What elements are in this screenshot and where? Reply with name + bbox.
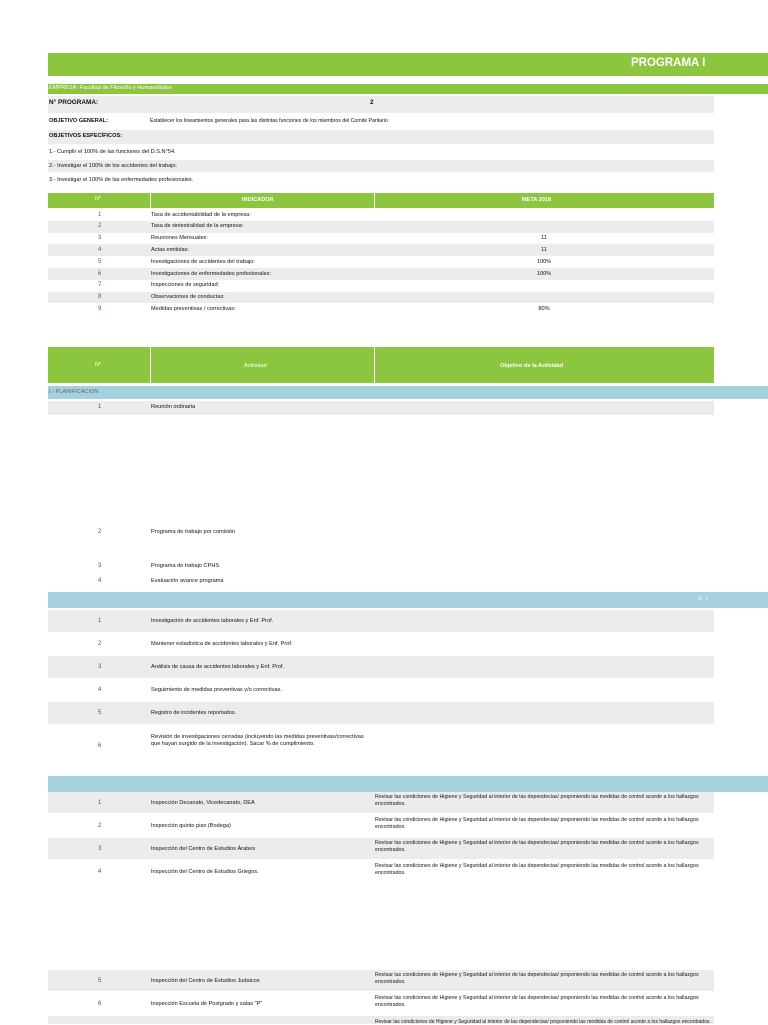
indicator-num: 8 bbox=[98, 294, 102, 301]
activity-objective: Revisar las condiciones de Higiene y Seguridad al interior de las dependecias/ proponiendo las medidas de control acorde a los hallazgos encontrados. bbox=[375, 972, 699, 985]
objetivo-general-value: Establecer los lineamientos generales para las distintas funciones de los miembros del Comité Paritario bbox=[150, 118, 388, 124]
table-row-bg bbox=[48, 268, 714, 280]
table-row-bg bbox=[48, 401, 714, 415]
activity-name: Registro de incidentes reportados. bbox=[151, 710, 237, 716]
indicator-num: 2 bbox=[98, 223, 102, 230]
section-ii-bar bbox=[48, 592, 768, 608]
indicator-meta: 100% bbox=[536, 270, 552, 277]
activity-num: 3 bbox=[98, 664, 102, 670]
activity-name: Inspección quinto piso (Bodega) bbox=[151, 823, 231, 829]
activity-name: Análisis de causa de accidentes laborales y Enf. Prof. bbox=[151, 664, 285, 670]
table-row-bg bbox=[48, 221, 714, 233]
table-row-bg bbox=[48, 292, 714, 304]
objetivo-especifico-item: 3.- Investigar el 100% de las enfermedades profesionales. bbox=[49, 177, 194, 183]
objetivos-especificos-row bbox=[48, 130, 714, 144]
programa-value: 2 bbox=[370, 99, 374, 106]
activity-objective: Revisar las condiciones de Higiene y Seguridad al interior de las dependecias/ proponiendo las medidas de control acorde a los hallazgos encontrados. bbox=[375, 995, 699, 1008]
indicator-meta: 80% bbox=[538, 305, 550, 312]
activity-name: Investigación de accidentes laborales y Enf. Prof. bbox=[151, 618, 274, 624]
activity-objective: Revisar las condiciones de Higiene y Seguridad al interior de las dependecias/ proponiendo las medidas de control acorde a los hallazgos encontrados. bbox=[375, 863, 699, 876]
indicator-num: 5 bbox=[98, 258, 102, 265]
indicator-meta: 100% bbox=[536, 258, 552, 265]
activity-num: 3 bbox=[98, 846, 102, 852]
activity-name: Inspección Decanato, Vicedecanato, DEA bbox=[151, 800, 255, 806]
activity-name: Seguimiento de medidas preventivas y/o correctivas. bbox=[151, 687, 282, 693]
section-planificacion-title: I.- PLANIFICACION bbox=[49, 389, 99, 395]
row-objective-partial: Revisar las condiciones de Higiene y Seguridad al interior de las dependecias/ proponiendo las medidas de control acorde a los hallazgos encontrados. bbox=[375, 1019, 711, 1025]
activity-header-objetivo: Objetivo de la Actividad bbox=[500, 363, 564, 369]
activity-num: 1 bbox=[98, 618, 102, 624]
activity-objective: Revisar las condiciones de Higiene y Seguridad al interior de las dependecias/ proponiendo las medidas de control acorde a los hallazgos encontrados. bbox=[375, 794, 699, 807]
indicator-header-indicador: INDICADOR bbox=[242, 197, 274, 203]
indicator-header-num: N° bbox=[95, 196, 102, 202]
objetivo-especifico-item: 1.- Cumplir el 100% de las funciones del D.S.N°54. bbox=[49, 149, 176, 155]
indicator-meta: 11 bbox=[541, 246, 547, 253]
indicator-num: 7 bbox=[98, 282, 102, 289]
activity-name: Inspección Escuela de Postgrado y salas "P" bbox=[151, 1001, 263, 1007]
activity-name: Revisión de investigaciones cerradas (incluyendo las medidas preventivas/correctivas que hayan surgido de la investigación). Sacar % de cumplimiento. bbox=[151, 734, 364, 748]
activity-num: 2 bbox=[98, 529, 102, 535]
indicator-name: Actas emitidas: bbox=[151, 246, 189, 253]
objetivo-especifico-item: 2.- Investigar el 100% de los accidentes del trabajo. bbox=[49, 163, 178, 169]
header-divider bbox=[374, 347, 375, 383]
section-ii-title: II.- I bbox=[698, 596, 708, 602]
activity-table-header bbox=[48, 347, 714, 383]
table-row-bg bbox=[48, 656, 714, 678]
table-row-bg bbox=[48, 244, 714, 256]
programa-row bbox=[48, 96, 714, 113]
indicator-num: 4 bbox=[98, 246, 102, 253]
activity-num: 4 bbox=[98, 869, 102, 875]
section-planificacion-bar bbox=[48, 386, 768, 399]
objetivos-especificos-label: OBJETIVOS ESPECÍFICOS: bbox=[49, 133, 123, 139]
activity-name: Inspección del Centro de Estudios Judaicos bbox=[151, 978, 260, 984]
indicator-name: Reuniones Mensuales: bbox=[151, 235, 208, 242]
header-divider bbox=[150, 347, 151, 383]
indicator-meta: 11 bbox=[541, 235, 547, 242]
program-title: PROGRAMA I bbox=[631, 57, 706, 69]
empresa-label: EMPRESA: Facultad de Filosofía y Humanidades bbox=[49, 85, 172, 91]
programa-label: N° PROGRAMA: bbox=[49, 99, 99, 106]
indicator-name: Tasa de accidentabilidad de la empresa: bbox=[151, 211, 251, 218]
section-iii-bar bbox=[48, 776, 768, 792]
activity-name: Inspección del Centro de Estudios Árabes bbox=[151, 846, 256, 852]
indicator-table-header bbox=[48, 193, 714, 208]
indicator-name: Observaciones de conductas: bbox=[151, 294, 225, 301]
activity-num: 1 bbox=[98, 404, 102, 410]
activity-name: Programa de trabajo por comisión bbox=[151, 529, 236, 535]
indicator-name: Inspecciones de seguridad: bbox=[151, 282, 220, 289]
indicator-name: Investigaciones de accidentes del trabajo: bbox=[151, 258, 255, 265]
activity-num: 4 bbox=[98, 578, 102, 584]
indicator-name: Tasa de siniestralidad de la empresa: bbox=[151, 223, 244, 230]
activity-header-actividad: Actividad bbox=[244, 363, 267, 369]
activity-name: Reunión ordinaria bbox=[151, 404, 196, 410]
activity-num: 5 bbox=[98, 710, 102, 716]
activity-objective: Revisar las condiciones de Higiene y Seguridad al interior de las dependecias/ proponiendo las medidas de control acorde a los hallazgos encontrados. bbox=[375, 817, 699, 830]
activity-name: Inspección del Centro de Estudios Griegos. bbox=[151, 869, 259, 875]
indicator-num: 6 bbox=[98, 270, 102, 277]
activity-num: 2 bbox=[98, 823, 102, 829]
indicator-num: 3 bbox=[98, 235, 102, 242]
activity-num: 6 bbox=[98, 743, 102, 749]
header-divider bbox=[374, 193, 375, 208]
activity-num: 3 bbox=[98, 563, 102, 569]
indicator-num: 1 bbox=[98, 211, 102, 218]
objetivo-general-label: OBJETIVO GENERAL: bbox=[49, 118, 109, 124]
activity-objective: Revisar las condiciones de Higiene y Seguridad al interior de las dependecias/ proponiendo las medidas de control acorde a los hallazgos encontrados. bbox=[375, 840, 699, 853]
activity-num: 2 bbox=[98, 641, 102, 647]
table-row-bg bbox=[48, 702, 714, 724]
indicator-name: Medidas preventivas / correctivas: bbox=[151, 305, 236, 312]
activity-num: 6 bbox=[98, 1001, 102, 1007]
activity-header-num: N° bbox=[95, 362, 102, 368]
activity-num: 4 bbox=[98, 687, 102, 693]
activity-name: Programa de trabajo CPHS bbox=[151, 563, 220, 569]
header-divider bbox=[150, 193, 151, 208]
indicator-header-meta: META 2016 bbox=[522, 197, 552, 203]
activity-num: 1 bbox=[98, 800, 102, 806]
indicator-num: 9 bbox=[98, 305, 102, 312]
indicator-name: Investigaciones de enfermedades profesionales: bbox=[151, 270, 272, 277]
activity-name: Mantener estadística de accidentes laborales y Enf. Prof. bbox=[151, 641, 293, 647]
table-row-bg bbox=[48, 610, 714, 632]
activity-name: Evaluación avance programa bbox=[151, 578, 224, 584]
activity-num: 5 bbox=[98, 978, 102, 984]
